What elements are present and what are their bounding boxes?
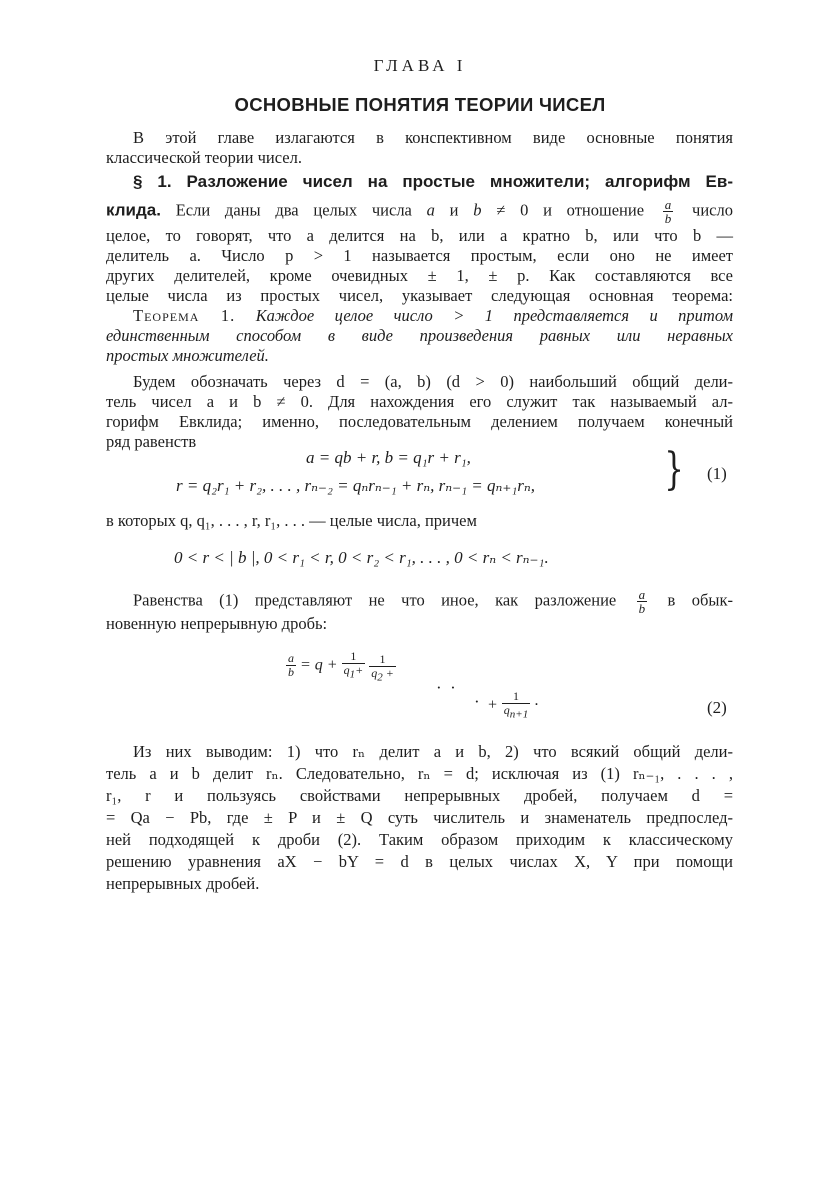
chapter-label: ГЛАВА I [373,56,467,75]
para3-line-1-end: в обык- [667,590,733,610]
equation-brace: } [664,444,684,495]
fraction-a-over-b-2: $\frac{a}{b}$ [638,587,646,616]
condition-formula: a [426,200,435,220]
section-title-end: клида. [106,200,161,220]
equation-1-number: (1) [707,464,727,483]
para4-line-4: = Qa − Pb, где ± P и ± Q суть числитель и знаменатель предпослед- [106,808,733,827]
inequalities-line: 0 < r < | b |, 0 < r₁ < r, 0 < r₂ < r₁, . . . , 0 < rₙ < rₙ₋₁. [174,548,549,567]
para4-line-7: непрерывных дробей. [106,874,260,893]
para2-line-2: тель чисел a и b ≠ 0. Для нахождения его служит так называемый ал- [106,392,733,411]
cf-term-2: $\frac{1}{q_2 +}$ [371,652,394,684]
para2-line-4: ряд равенств [106,432,197,451]
cf-last-term: + $\frac{1}{q_{n+1}}$ · [487,689,539,721]
cf-dots: · · [436,678,456,697]
continued-fraction: $\frac{a}{b}$ = q + $\frac{1}{q_1+}$ $\frac{1}{q_2 +}$ [288,649,394,684]
section-title-text: § 1. Разложение чисел на простые множители; алгорифм Ев- [133,172,733,191]
fraction-a-over-b: $\frac{a}{b}$ [664,197,672,226]
para1-line-3: делитель a. Число p > 1 называется простым, если оно не имеет [106,246,733,265]
para4-line-3: r₁, r и пользуясь свойствами непрерывных дробей, получаем d = [106,786,733,805]
which-line: в которых q, q₁, . . . , r, r₁, . . . — целые числа, причем [106,511,477,530]
theorem-label: Теорема 1. [133,306,236,325]
para4-line-1: Из них выводим: 1) что rₙ делит a и b, 2) что всякий общий дели- [133,742,733,761]
para1-line-1-text: Если даны два целых числа [175,200,412,220]
para1-line-1-end: число [692,200,733,220]
para1-line-2: целое, то говорят, что a делится на b, или a кратно b, или что b — [106,226,733,245]
para4-line-2: тель a и b делит rₙ. Следовательно, rₙ = d; исключая из (1) rₙ₋₁, . . . , [106,764,733,783]
equation-1-line-1: a = qb + r, b = q₁r + r₁, [306,448,471,467]
intro-line-1: В этой главе излагаются в конспективном виде основные понятия [133,128,733,147]
para3-line-1 [133,588,733,615]
para2-line-3: горифм Евклида; именно, последовательным делением получаем конечный [106,412,733,431]
cf-dots-2: · [474,692,480,711]
equation-2-number: (2) [707,698,727,717]
para2-line-1: Будем обозначать через d = (a, b) (d > 0) наибольший общий дели- [133,372,733,391]
cf-term-1: $\frac{1}{q_1+}$ [343,649,364,681]
para3-line-2: новенную непрерывную дробь: [106,614,328,633]
para4-line-6: решению уравнения aX − bY = d в целых числах X, Y при помощи [106,852,733,871]
chapter-heading: ОСНОВНЫЕ ПОНЯТИЯ ТЕОРИИ ЧИСЕЛ [234,94,606,115]
para1-line-1: клида. Если даны два целых числа a и b ≠ 0 и отношение $\frac{a}{b}$ число [106,197,733,226]
theorem-line-3 [106,346,733,366]
theorem-line-1 [133,306,733,326]
para1-line-5: целые числа из простых чисел, указывает следующая основная теорема: [106,286,733,305]
theorem-text-3: простых множителей. [106,346,269,365]
para3-line-1-text: Равенства (1) представляют не что иное, как разложение [133,590,617,610]
para4-line-5: ней подходящей к дроби (2). Таким образом приходим к классическому [106,830,733,849]
theorem-text-1: Каждое целое число > 1 представляется и притом [255,306,733,325]
cf-term-n: $\frac{1}{q_{n+1}}$ [503,689,529,721]
section-title [133,172,733,192]
para1-line-4: других делителей, кроме очевидных ± 1, ± p. Как составляются все [106,266,733,285]
theorem-text-2: единственным способом в виде произведения равных или неравных [106,326,733,345]
intro-line-2: классической теории чисел. [106,148,302,167]
cf-a-over-b: $\frac{a}{b}$ [288,651,294,680]
equation-1-line-2: r = q₂r₁ + r₂, . . . , rₙ₋₂ = qₙrₙ₋₁ + rₙ, rₙ₋₁ = qₙ₊₁rₙ, [176,476,536,495]
theorem-line-2 [106,326,733,346]
